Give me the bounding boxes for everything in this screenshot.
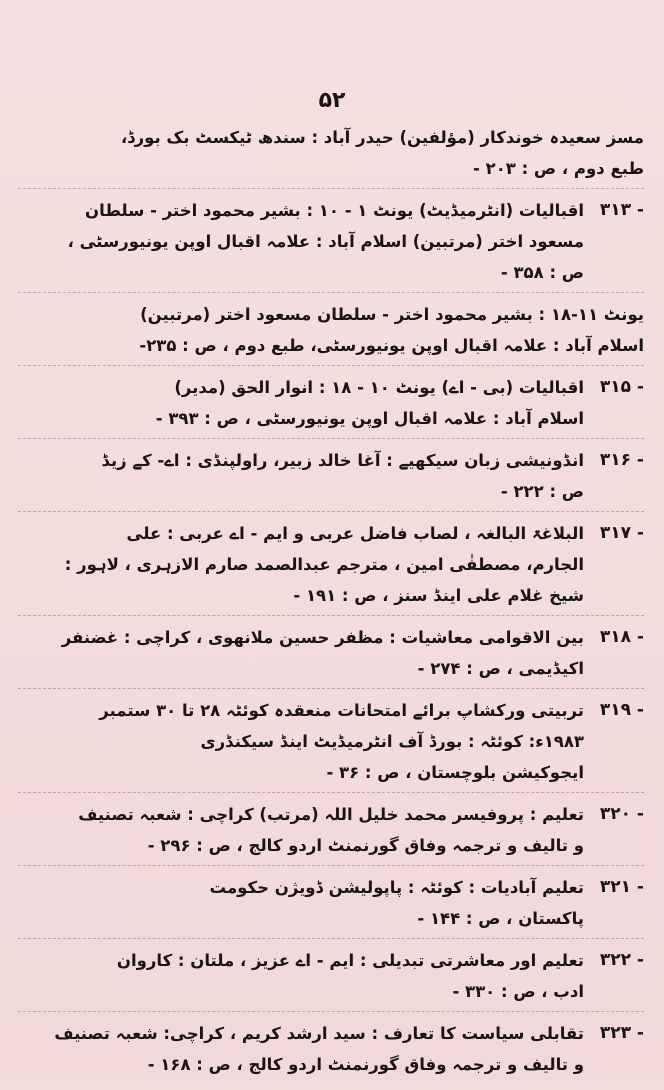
entry-line: اسلام آباد : علامہ اقبال اوپن یونیورسٹی، طبع دوم ، ص : ۲۳۵- <box>139 336 644 355</box>
entry-line: شیخ غلام علی اینڈ سنز ، ص : ۱۹۱ - <box>293 586 584 605</box>
entry-line: الجارم، مصطفٰی امین ، مترجم عبدالصمد صارم الازہری ، لاہور : <box>64 555 584 574</box>
entry-number: ۳۲۱ - <box>599 877 644 897</box>
entry-number: ۳۲۲ - <box>599 950 644 970</box>
list-item <box>18 1018 644 1084</box>
entry-line: پاکستان ، ص : ۱۴۴ - <box>417 909 584 928</box>
list-item <box>18 299 644 366</box>
entry-line: البلاغۃ البالغہ ، لصاب فاضل عربی و ایم - اے عربی : علی <box>126 524 584 543</box>
entry-line: ایجوکیشن بلوچستان ، ص : ۳۶ - <box>326 763 584 782</box>
entry-line: یونٹ ۱۱-۱۸ : بشیر محمود اختر - سلطان مسعود اختر (مرتبین) <box>140 305 644 324</box>
list-item <box>18 445 644 512</box>
entry-line: اسلام آباد : علامہ اقبال اوپن یونیورسٹی ، ص : ۳۹۳ - <box>155 409 584 428</box>
entry-line: و تالیف و ترجمہ وفاق گورنمنٹ اردو کالج ، ص : ۱۶۸ - <box>147 1055 584 1074</box>
entry-number: ۳۱۷ - <box>599 523 644 543</box>
entry-line: مسز سعیدہ خوندکار (مؤلفین) حیدر آباد : سندھ ٹیکسٹ بک بورڈ، <box>121 128 644 147</box>
entry-line: طبع دوم ، ص : ۲۰۳ - <box>473 159 644 178</box>
bibliography-list <box>18 122 644 1090</box>
entry-line: تربیتی ورکشاپ برائے امتحانات منعقدہ کوئٹہ ۲۸ تا ۳۰ ستمبر <box>99 701 584 720</box>
entry-line: مسعود اختر (مرتبین) اسلام آباد : علامہ اقبال اوپن یونیورسٹی ، <box>67 232 584 251</box>
list-item <box>18 945 644 1012</box>
entry-number: ۳۲۰ - <box>599 804 644 824</box>
page-number: ۵۲ <box>318 88 346 113</box>
entry-line: ادب ، ص : ۳۳۰ - <box>452 982 584 1001</box>
entry-number: ۳۱۹ - <box>599 700 644 720</box>
list-item <box>18 799 644 866</box>
list-item <box>18 122 644 189</box>
entry-line: اقبالیات (انٹرمیڈیٹ) یونٹ ۱ - ۱۰ : بشیر محمود اختر - سلطان <box>85 201 584 220</box>
list-item <box>18 372 644 439</box>
entry-line: ص : ۳۵۸ - <box>500 263 584 282</box>
list-item <box>18 695 644 793</box>
entry-line: ص : ۲۲۲ - <box>500 482 584 501</box>
entry-number: ۳۱۵ - <box>599 377 644 397</box>
entry-line: تقابلی سیاست کا تعارف : سید ارشد کریم ، کراچی: شعبہ تصنیف <box>54 1024 584 1043</box>
entry-line: و تالیف و ترجمہ وفاق گورنمنٹ اردو کالج ، ص : ۲۹۶ - <box>147 836 584 855</box>
list-item <box>18 872 644 939</box>
entry-line: اکیڈیمی ، ص : ۲۷۴ - <box>417 659 584 678</box>
entry-number: ۳۱۶ - <box>599 450 644 470</box>
entry-line: بین الاقوامی معاشیات : مظفر حسین ملانھوی ، کراچی : غضنفر <box>61 628 584 647</box>
entry-line: تعلیم اور معاشرتی تبدیلی : ایم - اے عزیز ، ملتان : کاروان <box>116 951 584 970</box>
entry-line: انڈونیشی زبان سیکھیے : آغا خالد زبیر، راولپنڈی : اے- کے زیڈ <box>101 451 584 470</box>
entry-number: ۳۱۸ - <box>599 627 644 647</box>
entry-line: اقبالیات (بی - اے) یونٹ ۱۰ - ۱۸ : انوار الحق (مدیر) <box>174 378 584 397</box>
entry-line: تعلیم : پروفیسر محمد خلیل اللہ (مرتب) کراچی : شعبہ تصنیف <box>78 805 584 824</box>
entry-number: ۳۱۳ - <box>599 200 644 220</box>
list-item <box>18 518 644 616</box>
entry-number: ۳۲۳ - <box>599 1023 644 1043</box>
entry-line: ۱۹۸۳ء: کوئٹہ : بورڈ آف انٹرمیڈیٹ اینڈ سیکنڈری <box>200 732 584 751</box>
list-item <box>18 622 644 689</box>
entry-line: تعلیم آبادیات : کوئٹہ : پاپولیشن ڈویژن حکومت <box>209 878 584 897</box>
list-item <box>18 195 644 293</box>
